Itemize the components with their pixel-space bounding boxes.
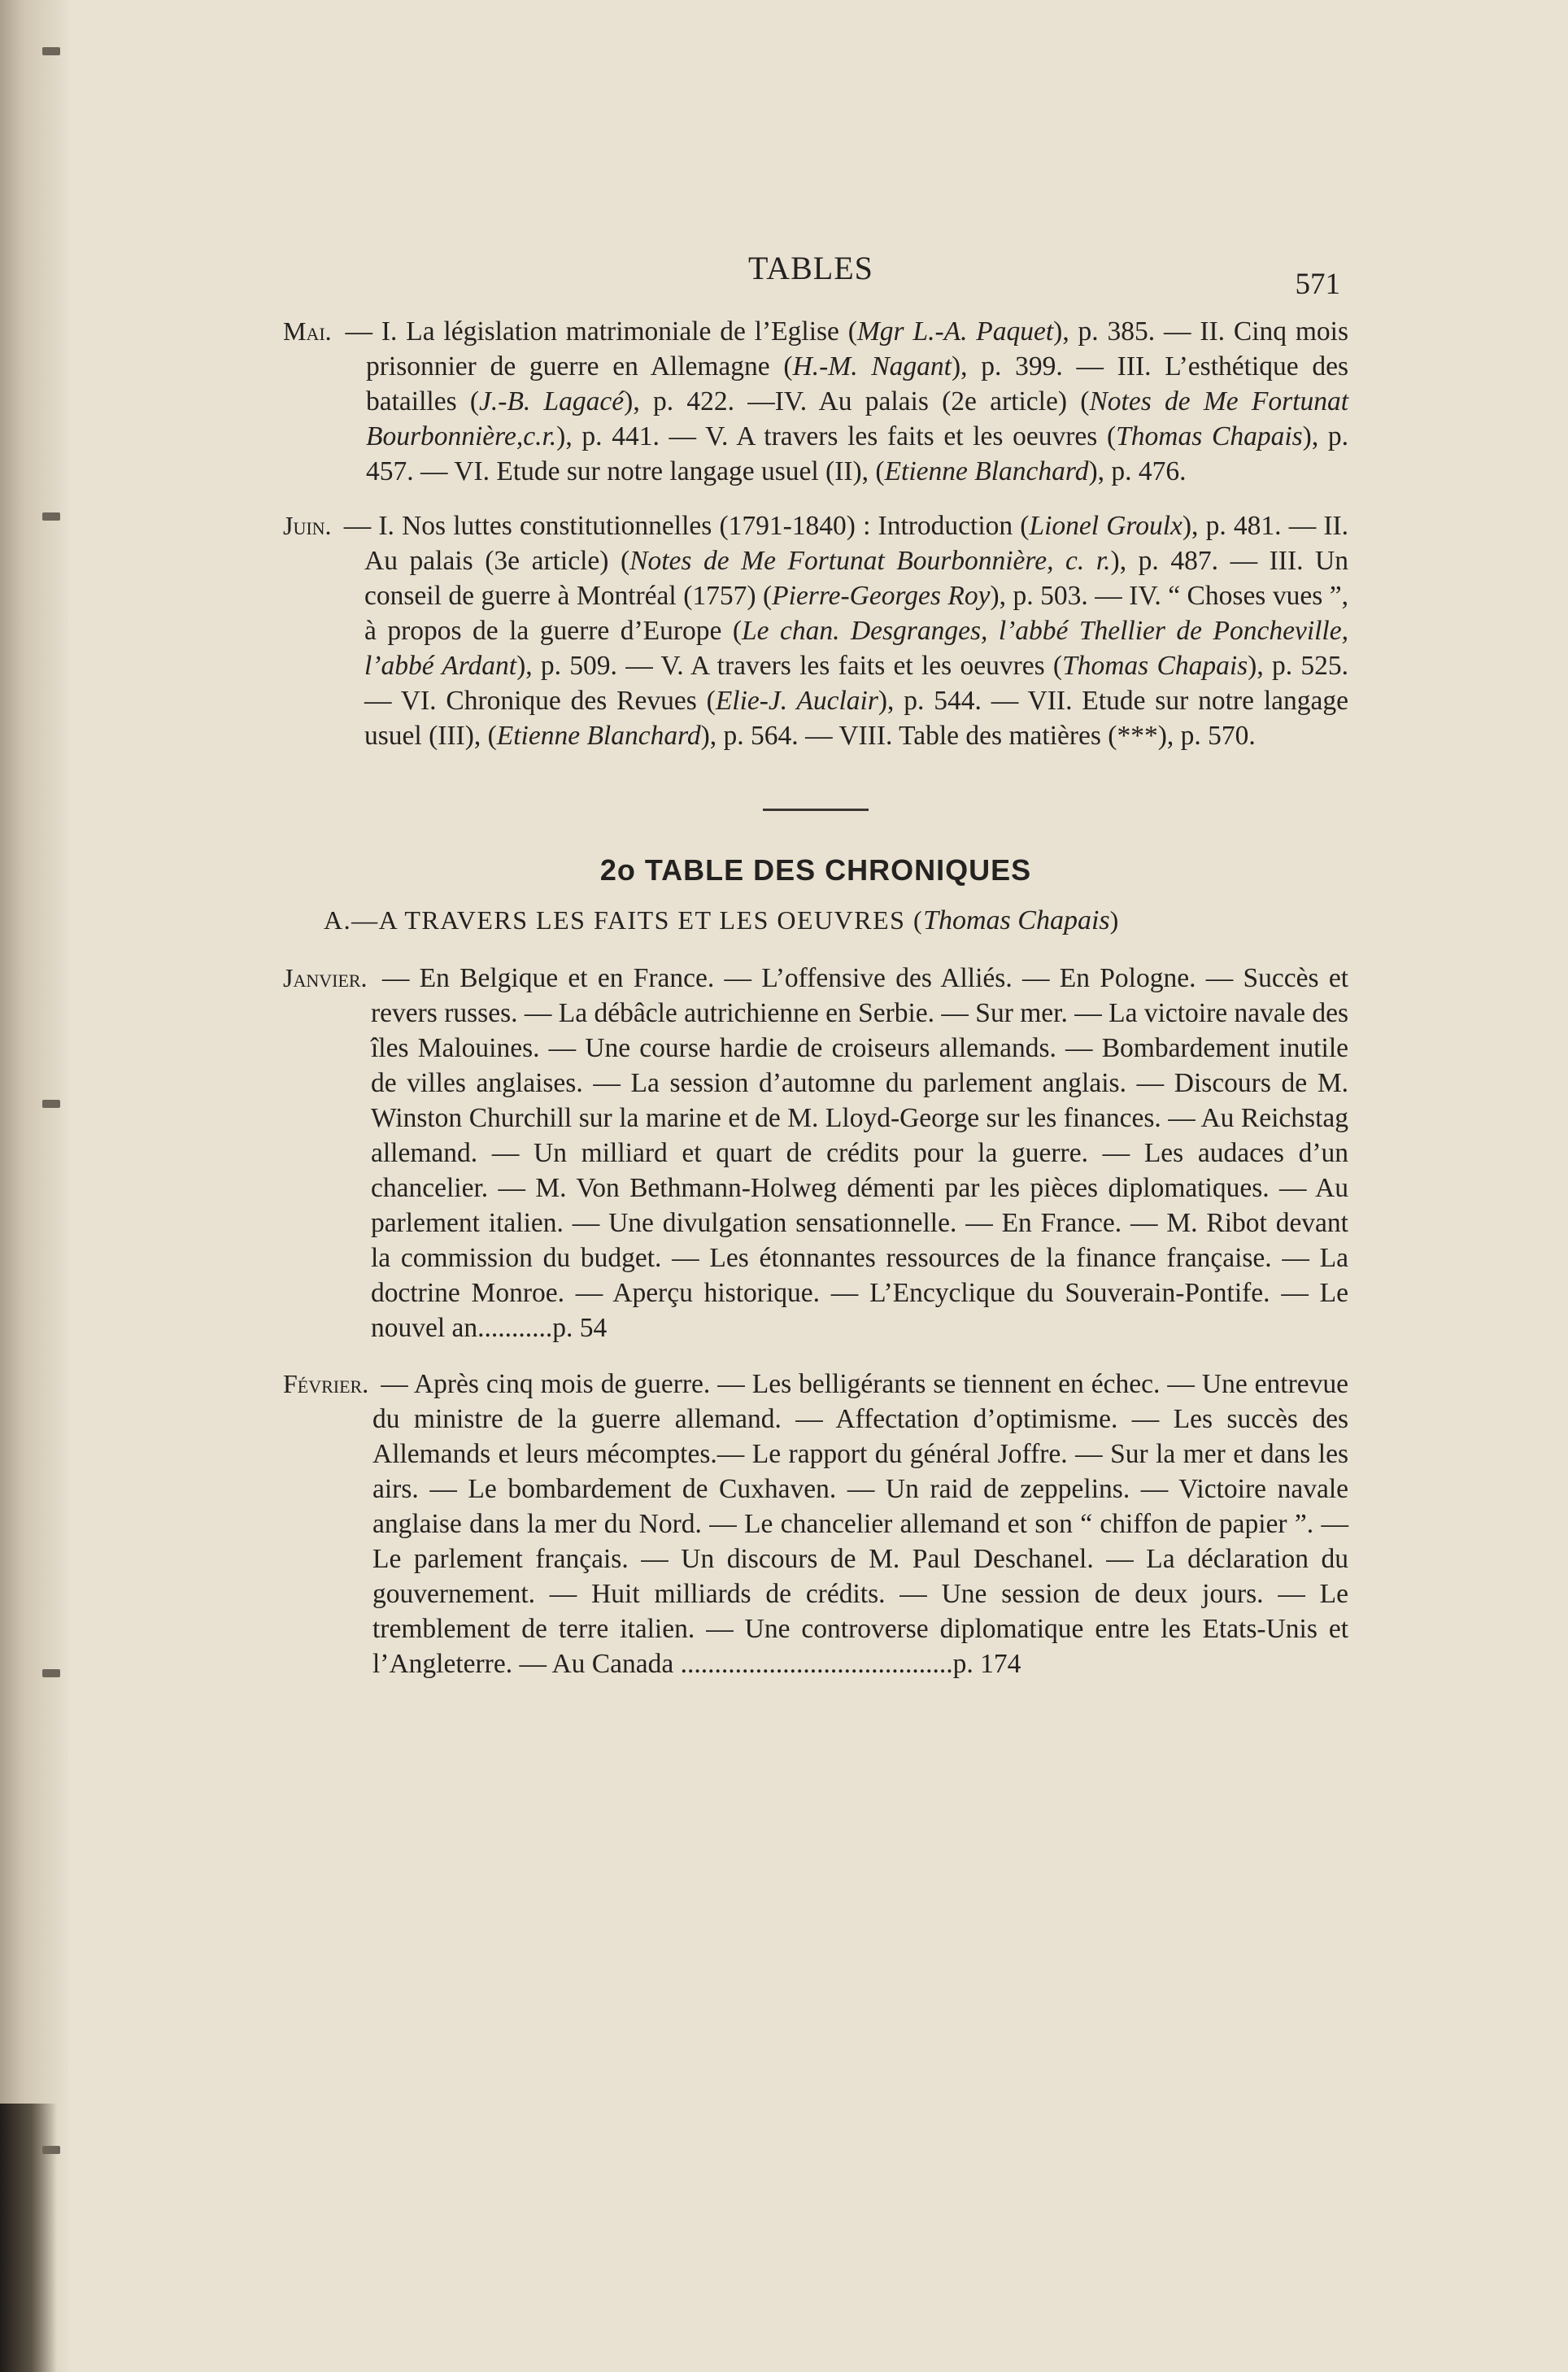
entry-text: — En Belgique et en France. — L’offensive des Alliés. — En Pologne. — Succès et revers russes. — La débâcle autrichienne en Serbie. — Sur mer. — La victoire navale des îles Malouines. — Une course hardie de croiseurs allemands. — Bombardement inutile de villes anglaises. — La session d’automne du parlement anglais. — Discours de M. Winston Churchill sur la marine et de M. Lloyd-George sur les finances. — Au Reichstag allemand. — Un milliard et quart de crédits pour la guerre. — Les audaces d’un chancelier. — M. Von Bethmann-Holweg démenti par les pièces diplomatiques. — Au parlement italien. — Une divulgation sensationnelle. — En France. — M. Ribot devant la commission du budget. — Les étonnantes ressources de la finance française. — La doctrine Monroe. — Aperçu historique. — L’Encyclique du Souverain-Pontife. — Le nouvel an xyxy=(371,963,1349,1343)
list-item: — V. A travers les faits et les oeuvres (Thomas Chapais), p. 525. xyxy=(625,651,1349,681)
section-title: 2o TABLE DES CHRONIQUES xyxy=(599,853,1032,887)
month-label: Juin. xyxy=(283,511,332,540)
list-item: — III. Un conseil de guerre à Montréal (1757) (Pierre-Georges Roy), p. 503. xyxy=(364,546,1348,611)
month-label: Mai. xyxy=(283,316,332,346)
section-subhead: A.—A TRAVERS LES FAITS ET LES OEUVRES (Thomas Chapais) xyxy=(324,905,1120,935)
binding-mark xyxy=(42,1669,60,1677)
binding-mark xyxy=(42,1100,60,1108)
spine-dark-edge xyxy=(0,2104,57,2372)
entry-text: — Après cinq mois de guerre. — Les belligérants se tiennent en échec. — Une entrevue du ministre de la guerre allemand. — Affectation d’optimisme. — Les succès des Allemands et leurs mécomptes.— Le rapport du général Joffre. — Sur la mer et dans les airs. — Le bombardement de Cuxhaven. — Un raid de zeppelins. — Victoire navale anglaise dans la mer du Nord. — Le chancelier allemand et son “ chiffon de papier ”. — Le parlement français. — Un discours de M. Paul Deschanel. — La déclaration du gouvernement. — Huit milliards de crédits. — Une session de deux jours. — Le tremblement de terre italien. — Une controverse diplomatique entre les Etats-Unis et l’Angleterre. — Au Canada xyxy=(372,1369,1349,1679)
entry-fevrier xyxy=(283,1367,1348,1681)
list-item: — VIII. Table des matières (***), p. 570. xyxy=(805,721,1256,751)
list-item: — VI. Etude sur notre langage usuel (II), (Etienne Blanchard), p. 476. xyxy=(420,456,1187,486)
binding-mark xyxy=(42,47,60,55)
list-item: — IV. “ Choses vues ”, à propos de la guerre d’Europe (Le chan. Desgranges, l’abbé Thellier de Poncheville, l’abbé Ardant), p. 509. xyxy=(364,581,1348,681)
book-spine-shadow xyxy=(0,0,68,2372)
list-item: — VI. Chronique des Revues (Elie-J. Auclair), p. 544. xyxy=(364,686,982,716)
binding-mark xyxy=(42,512,60,521)
entry-juin xyxy=(283,508,1348,753)
month-label: Février. xyxy=(283,1369,369,1398)
running-title: TABLES xyxy=(748,250,873,286)
list-item: — I. La législation matrimoniale de l’Eglise (Mgr L.-A. Paquet), p. 385. xyxy=(345,316,1156,347)
section-divider xyxy=(763,809,869,811)
month-label: Janvier. xyxy=(283,963,368,992)
page-reference: p. 54 xyxy=(552,1313,608,1343)
list-item: — VII. Etude sur notre langage usuel (III), (Etienne Blanchard), p. 564. xyxy=(364,686,1348,751)
list-item: — I. Nos luttes constitutionnelles (1791-1840) : Introduction (Lionel Groulx), p. 481. xyxy=(343,511,1282,541)
list-item: — III. L’esthétique des batailles (J.-B. Lagacé), p. 422. xyxy=(366,351,1349,416)
list-item: — II. Cinq mois prisonnier de guerre en Allemagne (H.-M. Nagant), p. 399. xyxy=(366,316,1348,382)
list-item: —IV. Au palais (2e article) (Notes de Me Fortunat Bourbonnière,c.r.), p. 441. xyxy=(366,386,1349,451)
entry-janvier xyxy=(283,961,1348,1345)
binding-mark xyxy=(42,2146,60,2154)
dot-leader: ........... xyxy=(477,1313,553,1343)
page-reference: p. 174 xyxy=(952,1649,1021,1679)
page-number: 571 xyxy=(1295,268,1340,301)
page-content xyxy=(283,242,1348,1681)
dot-leader: ........................................ xyxy=(680,1649,953,1679)
entry-mai xyxy=(283,314,1348,489)
list-item: — V. A travers les faits et les oeuvres (Thomas Chapais), p. 457. xyxy=(366,421,1349,486)
list-item: — II. Au palais (3e article) (Notes de Me Fortunat Bourbonnière, c. r.), p. 487. xyxy=(364,511,1349,576)
running-head xyxy=(283,242,1348,307)
